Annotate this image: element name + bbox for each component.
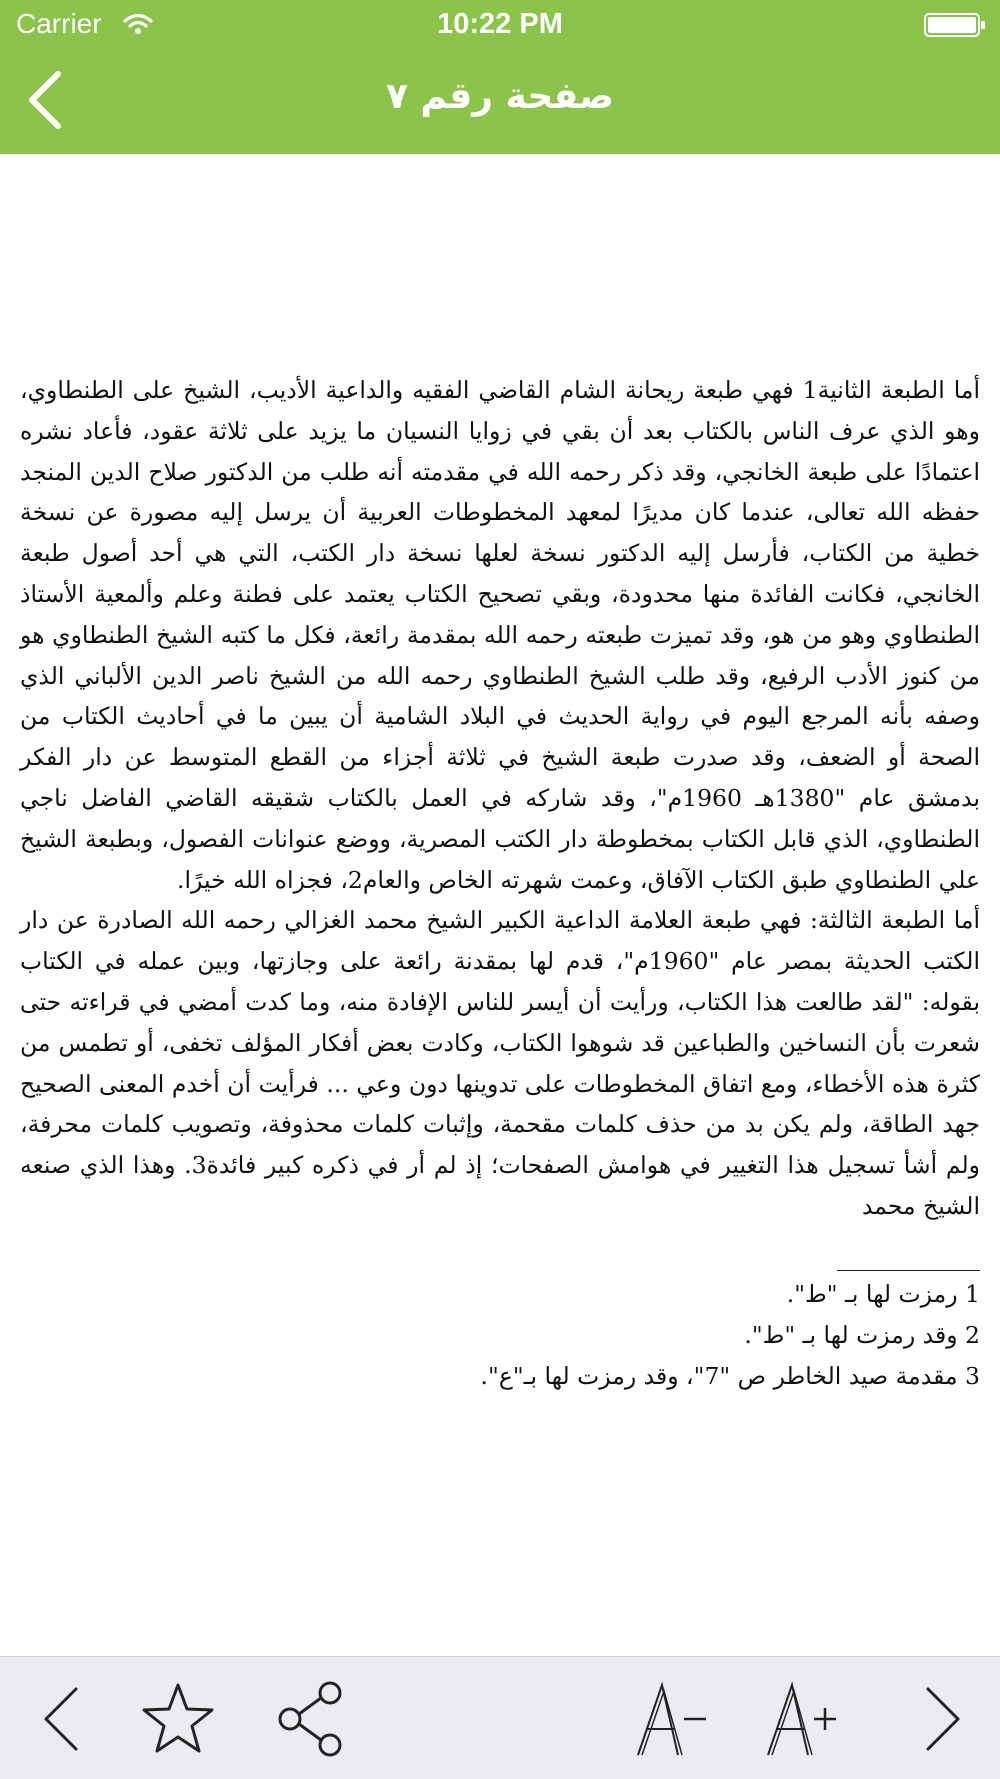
nav-bar	[0, 48, 1000, 154]
footnote: 1 رمزت لها بـ "ط".	[786, 1280, 980, 1308]
paragraph: أما الطبعة الثالثة: فهي طبعة العلامة الداعية الكبير الشيخ محمد الغزالي رحمه الله الصادرة عن دار الكتب الحديثة بمصر عام "1960م"، قدم لها بمقدنة رائعة على وجازتها، وبين عمله في الكتاب بقوله: "لقد طالعت هذا الكتاب، ورأيت أن أيسر للناس الإفادة منه، وما كدت أمضي في قراءته حتى شعرت بأن النساخين والطباعين قد شوهوا الكتاب، وكادت بعض أفكار المؤلف تخفى، أو تطمس من كثرة هذه الأخطاء، ومع اتفاق المخطوطات على تدوينها دون وعي ... فرأيت أن أخدم المعنى الصحيح جهد الطاقة، ولم يكن بد من حذف كلمات مقحمة، وإثبات كلمات محذوفة، وتصويب كلمات محرفة، ولم أشأ تسجيل هذا التغيير في هوامش الصفحات؛ إذ لم أر في ذكره كبير فائدة3. وهذا الذي صنعه الشيخ محمد	[20, 906, 980, 1220]
page-title: صفحة رقم ٧	[385, 76, 615, 117]
next-page-button[interactable]	[900, 1679, 980, 1759]
bottom-toolbar	[0, 1656, 1000, 1779]
share-icon	[272, 1679, 352, 1759]
footnote-divider	[837, 1270, 980, 1271]
article-body	[20, 370, 980, 1227]
clock: 10:22 PM	[437, 8, 563, 40]
carrier-label: Carrier	[16, 8, 102, 39]
paragraph: أما الطبعة الثانية1 فهي طبعة ريحانة الشام القاضي الفقيه والداعية الأديب، الشيخ على الطنطاوي، وهو الذي عرف الناس بالكتاب بعد أن بقي في زوايا النسيان ما يزيد على ثلاثة عقود، فأعاد نشره اعتمادًا على طبعة الخانجي، وقد ذكر رحمه الله في مقدمته أنه طلب من الدكتور صلاح الدين المنجد حفظه الله تعالى، عندما كان مديرًا لمعهد المخطوطات العربية أن يرسل إليه مصورة عن نسخة خطية من الكتاب، فأرسل إليه الدكتور نسخة لعلها نسخة دار الكتب، التي هي أحد أصول طبعة الخانجي، فكانت الفائدة منها محدودة، وبقي تصحيح الكتاب يعتمد على فطنة وعلم وألمعية الأستاذ الطنطاوي وهو من هو، وقد تميزت طبعته رحمه الله بمقدمة رائعة، فكل ما كتبه الشيخ الطنطاوي هو من كنوز الأدب الرفيع، وقد طلب الشيخ الطنطاوي رحمه الله من الشيخ ناصر الدين الألباني الذي وصفه بأنه المرجع اليوم في رواية الحديث في البلاد الشامية أن يبين ما في أحاديث الكتاب من الصحة أو الضعف، وقد صدرت طبعة الشيخ في ثلاثة أجزاء من القطع المتوسط عن دار الفكر بدمشق عام "1380هـ 1960م"، وقد شاركه في العمل بالكتاب شقيقه القاضي الفاضل ناجي الطنطاوي، الذي قابل الكتاب بمخطوطة دار الكتب المصرية، ووضع عنوانات الفصول، وبطبعة الشيخ علي الطنطاوي طبق الكتاب الآفاق، وعمت شهرته الخاص والعام2، فجزاه الله خيرًا.	[20, 376, 980, 894]
previous-page-button[interactable]	[24, 1679, 104, 1759]
footnote: 3 مقدمة صيد الخاطر ص "7"، وقد رمزت لها بـ"ع".	[480, 1362, 980, 1390]
font-decrease-icon	[632, 1679, 712, 1759]
share-button[interactable]	[272, 1679, 352, 1759]
battery-icon	[924, 13, 986, 37]
decrease-font-button[interactable]	[632, 1679, 712, 1759]
app-header	[0, 0, 1000, 154]
footnotes	[20, 1274, 980, 1397]
chevron-right-icon	[900, 1679, 980, 1759]
increase-font-button[interactable]	[762, 1679, 842, 1759]
status-bar	[0, 0, 1000, 48]
bookmark-button[interactable]	[138, 1679, 218, 1759]
chevron-left-icon	[24, 1679, 104, 1759]
footnote: 2 وقد رمزت لها بـ "ط".	[744, 1321, 980, 1349]
font-increase-icon	[762, 1679, 842, 1759]
star-icon	[138, 1679, 218, 1759]
